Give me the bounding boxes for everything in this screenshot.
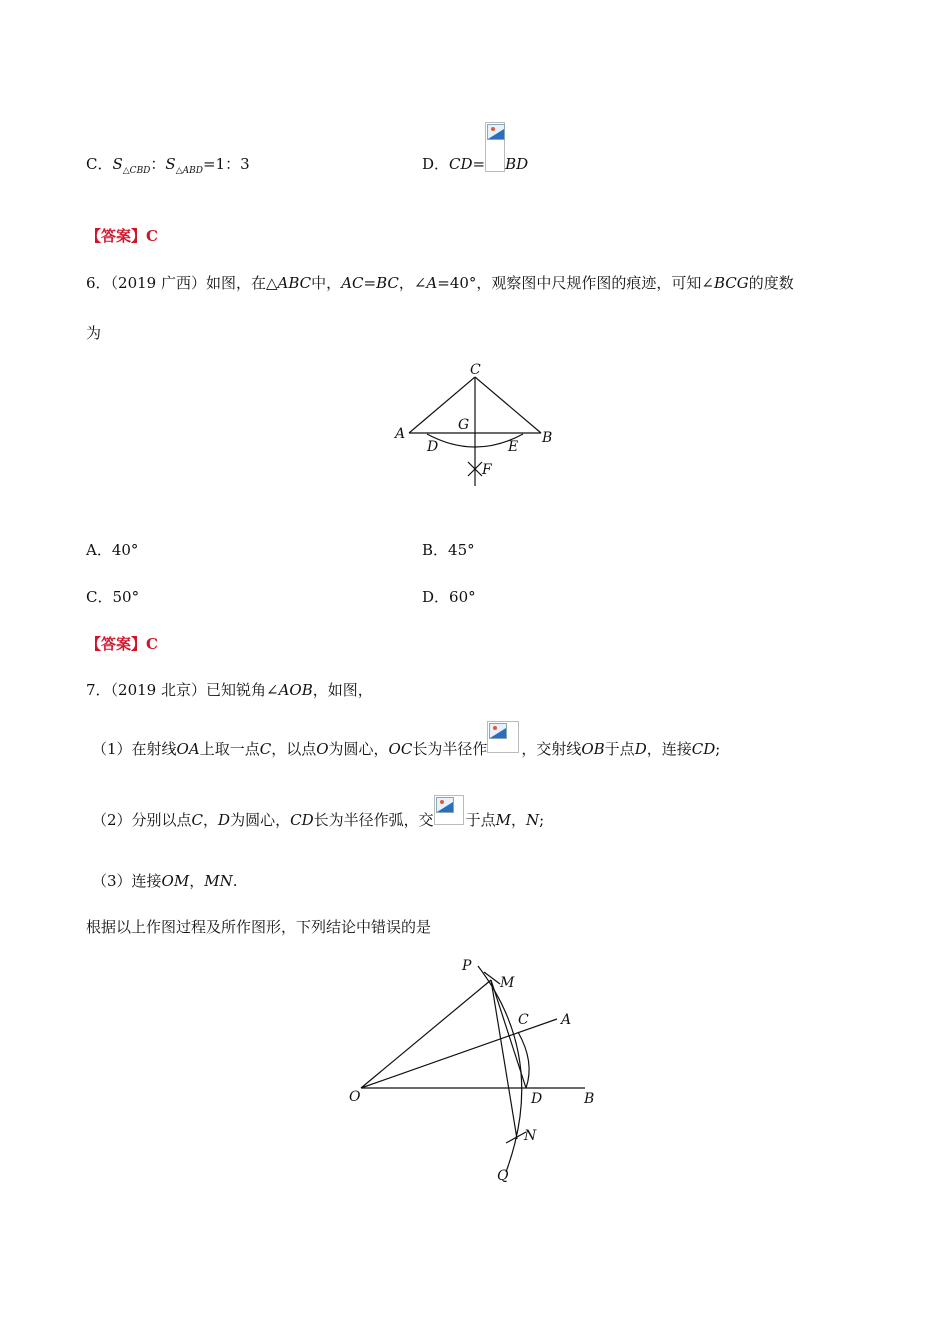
point-d: D: [218, 811, 231, 829]
point-c: C: [259, 740, 272, 758]
question-number: 7．: [86, 681, 111, 699]
q6-answer: [86, 633, 158, 654]
equals-sign: =: [472, 155, 486, 173]
q5-option-c: [86, 153, 250, 176]
area-symbol: S: [112, 155, 123, 173]
label-m: M: [500, 975, 515, 991]
label-a: A: [395, 426, 406, 442]
step-text: （2）分别以点: [92, 811, 192, 829]
question-source: （2019 北京）: [110, 681, 206, 699]
step-text: ，以点: [271, 740, 317, 758]
stem-text: 的度数: [748, 274, 794, 292]
angle-name: AOB: [278, 681, 313, 699]
q7-stem: [86, 679, 373, 700]
stem-text: 如图，在△: [206, 274, 278, 292]
point-n: N: [526, 811, 540, 829]
stem-text: 已知锐角∠: [206, 681, 279, 699]
equation: AC=BC: [341, 274, 399, 292]
option-value: 50°: [112, 588, 140, 606]
missing-image-icon: [485, 122, 505, 174]
q6-option-d: [422, 586, 476, 607]
q6-option-b: [422, 539, 475, 560]
step-text: ，交射线: [521, 740, 582, 758]
label-g: G: [458, 417, 470, 433]
step-text: ，: [189, 872, 205, 890]
ray-oa: OA: [176, 740, 200, 758]
step-text: （3）连接: [92, 872, 162, 890]
step-text: 于点: [604, 740, 635, 758]
step-text: ，: [511, 811, 527, 829]
step-text: ，连接: [646, 740, 692, 758]
label-c: C: [470, 362, 481, 378]
angle-name: BCG: [714, 274, 749, 292]
label-a: A: [561, 1012, 572, 1028]
label-e: E: [508, 439, 519, 455]
segment-mn: MN: [204, 872, 233, 890]
label-d: D: [531, 1091, 543, 1107]
answer-value: C: [146, 635, 158, 653]
option-value: 45°: [448, 541, 475, 559]
label-f: F: [482, 462, 492, 478]
option-label: D．: [422, 155, 450, 173]
answer-label: 【答案】: [86, 635, 147, 653]
option-value: 40°: [111, 541, 139, 559]
question-source: （2019 广西）: [110, 274, 206, 292]
step-text: 长为半径作弧，交: [313, 811, 434, 829]
point-d: D: [634, 740, 647, 758]
stem-text: =40°，观察图中尺规作图的痕迹，可知∠: [437, 274, 714, 292]
q6-option-c: [86, 586, 139, 607]
step-text: .: [232, 872, 238, 890]
point-m: M: [495, 811, 511, 829]
q6-stem: [86, 272, 794, 293]
ray-ob: OB: [581, 740, 605, 758]
area-subscript: △CBD: [122, 166, 151, 176]
q7-step3: [92, 870, 237, 891]
q7-step1: [92, 721, 721, 758]
stem-text: 中，: [311, 274, 342, 292]
area-subscript: △ABD: [175, 166, 203, 176]
step-text: ;: [715, 740, 721, 758]
step-text: ;: [539, 811, 545, 829]
segment-bd: BD: [505, 155, 529, 173]
label-b: B: [584, 1091, 595, 1107]
label-p: P: [462, 958, 472, 974]
segment-cd: CD: [449, 155, 473, 173]
point-c: C: [191, 811, 204, 829]
option-label: D．: [422, 588, 450, 606]
area-symbol: S: [165, 155, 176, 173]
segment-cb: [475, 377, 541, 433]
angle-name: A: [426, 274, 438, 292]
step-text: （1）在射线: [92, 740, 177, 758]
q6-figure: [390, 358, 560, 490]
option-label: A．: [86, 541, 112, 559]
stem-text: ，如图，: [312, 681, 373, 699]
segment-cd: CD: [290, 811, 314, 829]
answer-label: 【答案】: [86, 227, 147, 245]
q7-question: 根据以上作图过程及所作图形，下列结论中错误的是: [86, 918, 432, 936]
option-label: C．: [86, 155, 113, 173]
step-text: 为圆心，: [230, 811, 291, 829]
segment-mn: [491, 980, 517, 1139]
option-value: 60°: [449, 588, 476, 606]
segment-om: [361, 980, 491, 1088]
label-n: N: [524, 1128, 537, 1144]
step-text: 上取一点: [199, 740, 260, 758]
label-b: B: [542, 430, 553, 446]
question-number: 6．: [86, 274, 111, 292]
step-text: 为圆心，: [328, 740, 389, 758]
label-d: D: [427, 439, 439, 455]
q5-answer: [86, 225, 158, 246]
q7-figure: [340, 950, 610, 1190]
option-label: C．: [86, 588, 113, 606]
option-label: B．: [422, 541, 449, 559]
triangle-name: ABC: [277, 274, 312, 292]
q5-option-d: [422, 122, 528, 174]
arc-pq: [478, 966, 522, 1172]
point-o: O: [316, 740, 329, 758]
stem-text: ，∠: [398, 274, 427, 292]
colon: ：: [150, 155, 166, 173]
label-q: Q: [497, 1168, 509, 1184]
segment-cd: CD: [691, 740, 716, 758]
label-o: O: [349, 1089, 361, 1105]
label-c: C: [518, 1012, 529, 1028]
segment-oc: OC: [388, 740, 413, 758]
q6-option-a: [86, 539, 138, 560]
missing-image-icon: [434, 795, 466, 827]
step-text: 长为半径作: [412, 740, 488, 758]
ratio-value: =1：3: [202, 155, 250, 173]
missing-image-icon: [487, 721, 521, 755]
step-text: 于点: [465, 811, 496, 829]
segment-om: OM: [161, 872, 190, 890]
q6-stem-line2: 为: [86, 324, 102, 342]
answer-value: C: [146, 227, 158, 245]
q7-step2: [92, 795, 544, 827]
step-text: ，: [203, 811, 219, 829]
